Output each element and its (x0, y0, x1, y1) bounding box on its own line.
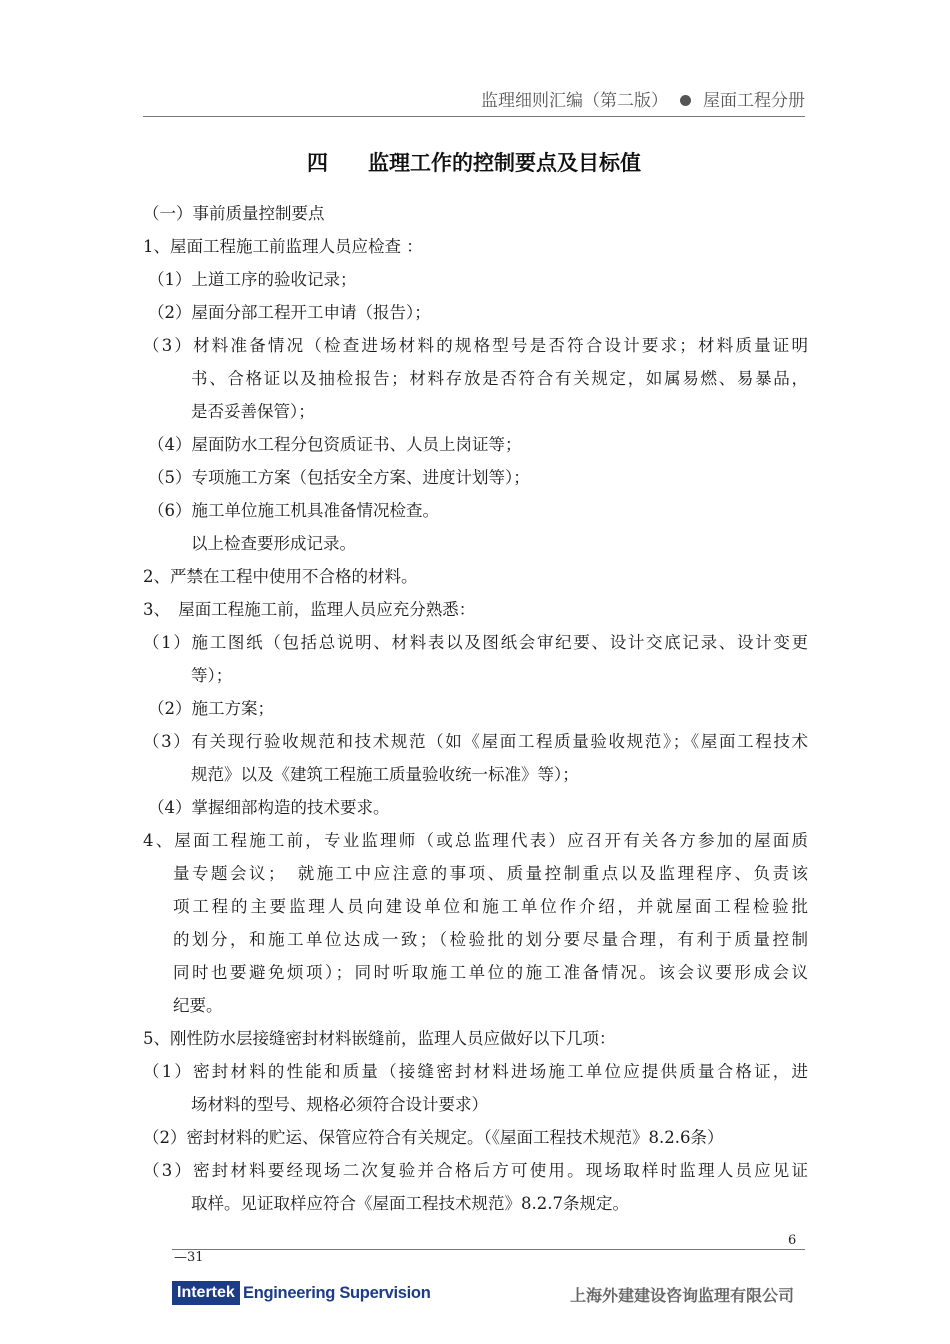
paragraph-line: 3、 屋面工程施工前，监理人员应充分熟悉： (143, 600, 476, 619)
document-body (143, 197, 808, 1220)
header-volume-title: 屋面工程分册 (703, 91, 805, 111)
list-item: （2）施工方案； (148, 699, 274, 718)
list-item: （2）屋面分部工程开工申请（报告）； (148, 303, 431, 322)
list-item: （4）屋面防水工程分包资质证书、人员上岗证等； (148, 435, 522, 454)
footer-divider (172, 1249, 805, 1250)
paragraph-line: 同时也要避免烦项）；同时听取施工单位的施工准备情况。该会议要形成会议 (173, 963, 808, 982)
section-title (143, 147, 805, 177)
intertek-logo: Intertek (172, 1281, 240, 1305)
paragraph-line: 项工程的主要监理人员向建设单位和施工单位作介绍，并就屋面工程检验批 (173, 897, 808, 916)
footer-page-reference: —31 (174, 1250, 204, 1265)
section-number: 四 (307, 151, 328, 175)
list-item-continuation: 取样。见证取样应符合《屋面工程技术规范》8.2.7条规定。 (191, 1194, 629, 1213)
paragraph-line: 5、刚性防水层接缝密封材料嵌缝前，监理人员应做好以下几项： (143, 1029, 616, 1048)
section-heading: 监理工作的控制要点及目标值 (368, 151, 641, 175)
list-item: （1）密封材料的性能和质量（接缝密封材料进场施工单位应提供质量合格证，进 (143, 1062, 808, 1081)
paragraph-line: 1、屋面工程施工前监理人员应检查 ： (143, 237, 423, 256)
list-item-continuation: 等）； (191, 666, 233, 685)
header-book-title: 监理细则汇编（第二版） (481, 91, 668, 111)
list-item: （6）施工单位施工机具准备情况检查。 (148, 501, 439, 520)
paragraph-line: 4、屋面工程施工前，专业监理师（或总监理代表）应召开有关各方参加的屋面质 (143, 831, 808, 850)
paragraph-line: 纪要。 (173, 996, 223, 1015)
paragraph-line: 量专题会议； 就施工中应注意的事项、质量控制重点以及监理程序、负责该 (173, 864, 808, 883)
subsection-heading: （一）事前质量控制要点 (143, 204, 325, 223)
paragraph-line: 2、严禁在工程中使用不合格的材料。 (143, 567, 418, 586)
list-item: （3）密封材料要经现场二次复验并合格后方可使用。现场取样时监理人员应见证 (143, 1161, 808, 1180)
page-number: 6 (788, 1233, 797, 1248)
company-name: 上海外建建设咨询监理有限公司 (569, 1286, 794, 1305)
bullet-dot-icon (680, 95, 691, 106)
list-item-continuation: 是否妥善保管）； (191, 402, 315, 421)
list-item-continuation: 书、合格证以及抽检报告；材料存放是否符合有关规定，如属易燃、易暴品， (191, 369, 808, 388)
list-item: （3）有关现行验收规范和技术规范（如《屋面工程质量验收规范》；《屋面工程技术 (143, 732, 808, 751)
running-header (143, 88, 805, 117)
list-item-continuation: 规范》以及《建筑工程施工质量验收统一标准》等）； (191, 765, 579, 784)
list-item: （1）施工图纸（包括总说明、材料表以及图纸会审纪要、设计交底记录、设计变更 (143, 633, 808, 652)
list-item: （5）专项施工方案（包括安全方案、进度计划等）； (148, 468, 530, 487)
paragraph-line: 以上检查要形成记录。 (191, 534, 356, 553)
list-item-continuation: 场材料的型号、规格必须符合设计要求） (191, 1095, 488, 1114)
list-item: （3）材料准备情况（检查进场材料的规格型号是否符合设计要求；材料质量证明 (143, 336, 808, 355)
list-item: （4）掌握细部构造的技术要求。 (148, 798, 390, 817)
list-item: （1）上道工序的验收记录； (148, 270, 357, 289)
paragraph-line: 的划分，和施工单位达成一致；（检验批的划分要尽量合理，有利于质量控制 (173, 930, 808, 949)
logo-tagline: Engineering Supervision (243, 1284, 431, 1302)
list-item: （2）密封材料的贮运、保管应符合有关规定。（《屋面工程技术规范》8.2.6条） (143, 1128, 724, 1147)
